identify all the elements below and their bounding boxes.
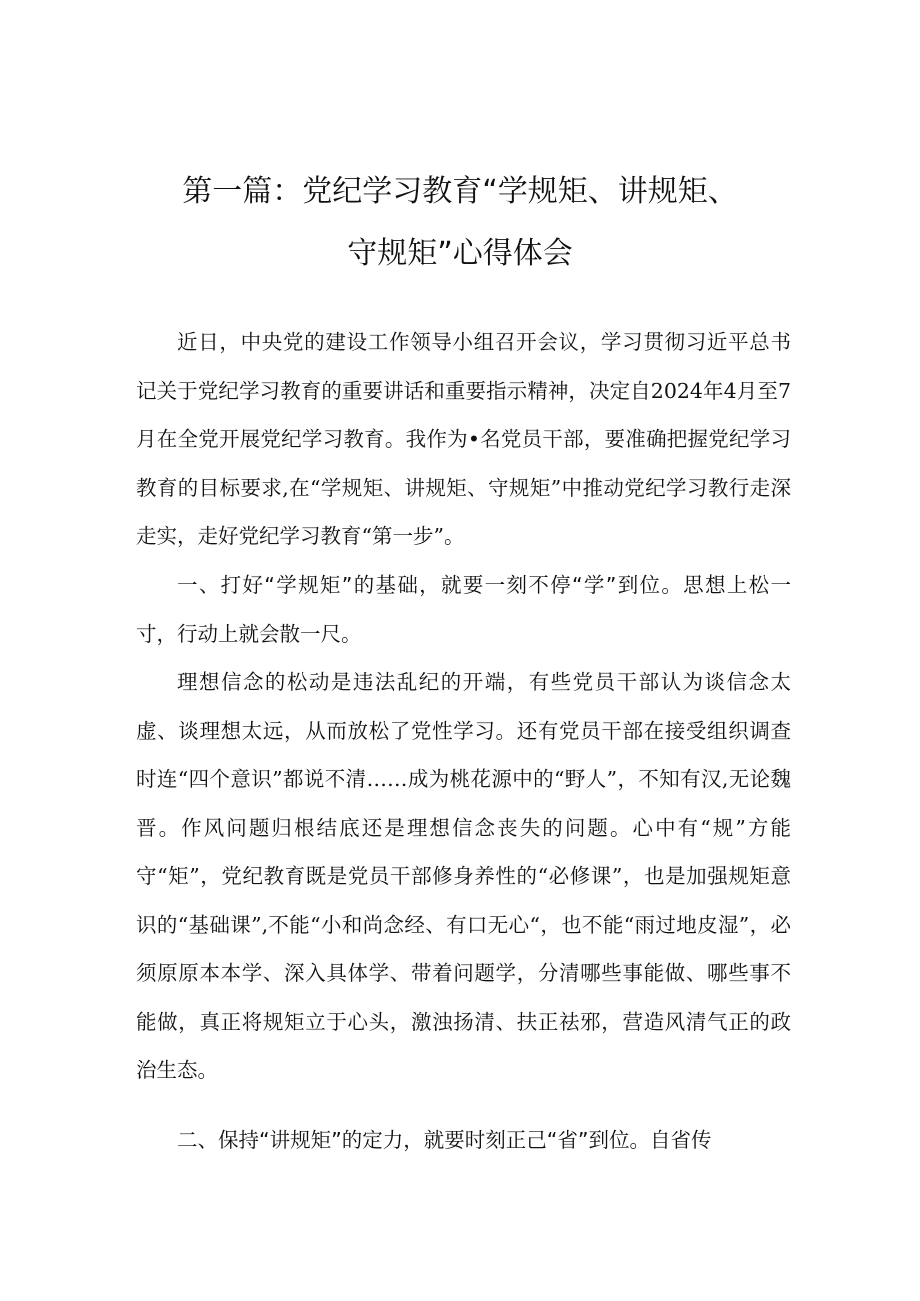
intro-paragraph: 近日，中央党的建设工作领导小组召开会议，学习贯彻习近平总书记关于党纪学习教育的重要讲话和重要指示精神，决定自2024年4月至7月在全党开展党纪学习教育。我作为•名党员干部，要准确把握党纪学习教育的目标要求,在“学规矩、讲规矩、守规矩”中推动党纪学习教行走深走实，走好党纪学习教育“第一步”。	[136, 330, 791, 548]
section-heading-1: 一、打好“学规矩”的基础，就要一刻不停“学”到位。思想上松一寸，行动上就会散一尺。	[136, 573, 791, 646]
document-title-line-1: 第一篇：党纪学习教育“学规矩、讲规矩、	[182, 174, 738, 209]
document-title-line-2: 守规矩”心得体会	[347, 236, 573, 271]
section-heading-2: 二、保持“讲规矩”的定力，就要时刻正己“省”到位。自省传	[177, 1128, 712, 1152]
section-1-paragraph: 理想信念的松动是违法乱纪的开端，有些党员干部认为谈信念太虚、谈理想太远，从而放松了党性学习。还有党员干部在接受组织调查时连“四个意识”都说不清……成为桃花源中的“野人”，不知有汉,无论魏晋。作风问题归根结底还是理想信念丧失的问题。心中有“规”方能守“矩”，党纪教育既是党员干部修身养性的“必修课”，也是加强规矩意识的“基础课”,不能“小和尚念经、有口无心“，也不能“雨过地皮湿”，必须原原本本学、深入具体学、带着问题学，分清哪些事能做、哪些事不能做，真正将规矩立于心头，激浊扬清、扶正祛邪，营造风清气正的政治生态。	[136, 670, 791, 1082]
